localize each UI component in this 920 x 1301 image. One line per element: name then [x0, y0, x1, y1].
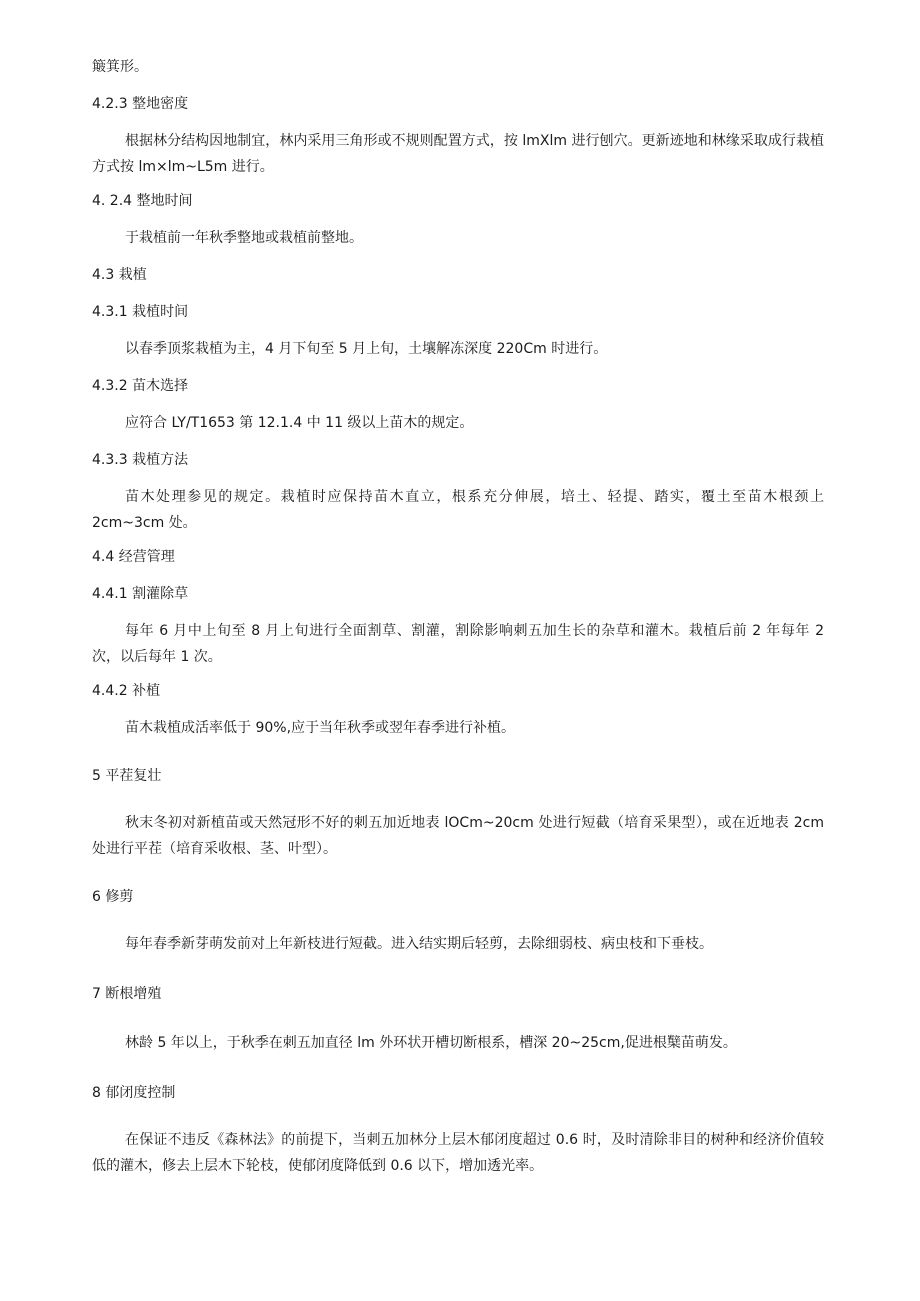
section-heading-4-3: 4.3 栽植 [92, 267, 147, 283]
section-heading-4-3-2: 4.3.2 苗木选择 [92, 378, 189, 394]
paragraph-planting-method: 苗木处理参见的规定。栽植时应保持苗木直立，根系充分伸展，培土、轻提、踏实，覆土至苗木根颈上 2cm~3cm 处。 [92, 489, 824, 531]
paragraph-root-cutting: 林龄 5 年以上，于秋季在刺五加直径 lm 外环状开槽切断根系，槽深 20~25cm,促进根櫱苗萌发。 [125, 1035, 737, 1051]
section-heading-4-4-2: 4.4.2 补植 [92, 683, 161, 699]
paragraph-planting-density: 根据林分结构因地制宜，林内采用三角形或不规则配置方式，按 lmXlm 进行刨穴。更新迹地和林缘采取成行栽植方式按 lm×lm~L5m 进行。 [92, 133, 824, 175]
paragraph-weeding: 每年 6 月中上旬至 8 月上旬进行全面割草、割灌，割除影响刺五加生长的杂草和灌木。栽植后前 2 年每年 2 次，以后每年 1 次。 [92, 623, 824, 665]
section-heading-4-4: 4.4 经营管理 [92, 549, 175, 565]
paragraph-canopy-control: 在保证不违反《森林法》的前提下，当刺五加林分上层木郁闭度超过 0.6 时，及时清除非目的树种和经济价值较低的灌木，修去上层木下轮枝，使郁闭度降低到 0.6 以下，增加透光率。 [92, 1132, 824, 1174]
section-heading-4-3-3: 4.3.3 栽植方法 [92, 452, 189, 468]
paragraph-planting-time: 以春季顶浆栽植为主，4 月下旬至 5 月上旬，土壤解冻深度 220Cm 时进行。 [125, 341, 608, 357]
paragraph-continuation: 簸箕形。 [92, 59, 148, 75]
paragraph-pruning: 每年春季新芽萌发前对上年新枝进行短截。进入结实期后轻剪，去除细弱枝、病虫枝和下垂枝。 [125, 936, 713, 952]
section-heading-5: 5 平茬复壮 [92, 768, 162, 784]
section-heading-4-3-1: 4.3.1 栽植时间 [92, 304, 189, 320]
paragraph-site-preparation-time: 于栽植前一年秋季整地或栽植前整地。 [125, 230, 363, 246]
section-heading-4-2-4: 4. 2.4 整地时间 [92, 193, 193, 209]
section-heading-8: 8 郁闭度控制 [92, 1085, 176, 1101]
section-heading-7: 7 断根增殖 [92, 986, 162, 1002]
paragraph-seedling-selection: 应符合 LY/T1653 第 12.1.4 中 11 级以上苗木的规定。 [125, 415, 474, 431]
paragraph-stumping: 秋末冬初对新植苗或天然冠形不好的刺五加近地表 lOCm~20cm 处进行短截（培育采果型），或在近地表 2cm 处进行平茬（培育采收根、茎、叶型）。 [92, 815, 824, 857]
section-heading-4-4-1: 4.4.1 割灌除草 [92, 586, 189, 602]
section-heading-6: 6 修剪 [92, 889, 134, 905]
paragraph-replanting: 苗木栽植成活率低于 90%,应于当年秋季或翌年春季进行补植。 [125, 720, 516, 736]
section-heading-4-2-3: 4.2.3 整地密度 [92, 96, 189, 112]
